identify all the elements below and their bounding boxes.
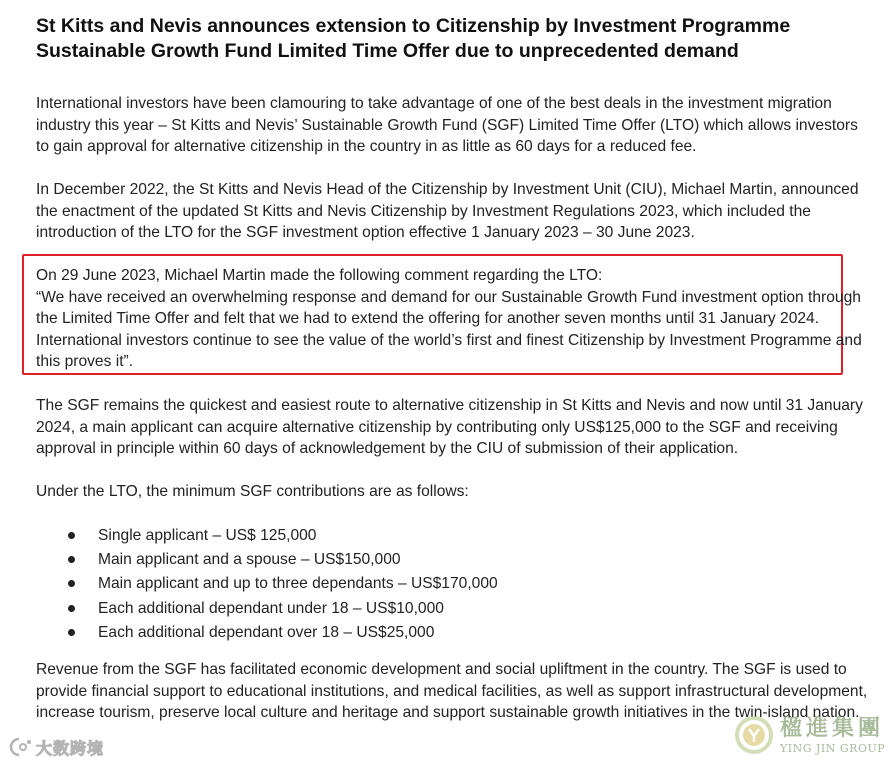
- bullet-icon: [68, 629, 75, 636]
- contribution-list: [58, 524, 498, 645]
- company-name-en: YING JIN GROUP: [780, 741, 886, 755]
- list-item: [58, 524, 498, 548]
- bullet-icon: [68, 580, 75, 587]
- paragraph-sgf-route: The SGF remains the quickest and easiest route to alternative citizenship in St Kitts and Nevis and now until 31 January 2024, a main applicant can acquire alternative citizenship by contributing only US$125,000 to the SGF and receiving approval in principle within 60 days of acknowledgement by the CIU of submission of their application.: [36, 397, 863, 457]
- article-title: St Kitts and Nevis announces extension to Citizenship by Investment Programme Sustainable Growth Fund Limited Time Offer due to unprecedented demand: [36, 15, 791, 62]
- bullet-icon: [68, 556, 75, 563]
- watermark-left-text: 大数跨境: [36, 740, 105, 758]
- bullet-icon: [68, 532, 75, 539]
- paragraph-intro: International investors have been clamouring to take advantage of one of the best deals in the investment migration industry this year – St Kitts and Nevis’ Sustainable Growth Fund (SGF) Limited Time Offer (LTO) which allows investors to gain approval for alternative citizenship in the country in as little as 60 days for a reduced fee.: [36, 95, 858, 155]
- list-item: [58, 621, 498, 645]
- company-name-cn: 楹進集團: [780, 714, 885, 741]
- list-item: [58, 548, 498, 572]
- list-item-text: Each additional dependant under 18 – US$10,000: [98, 599, 444, 617]
- list-intro: Under the LTO, the minimum SGF contributions are as follows:: [36, 483, 469, 500]
- company-logo-icon: [734, 715, 774, 755]
- quote-block: [36, 265, 868, 373]
- quote-intro: On 29 June 2023, Michael Martin made the following comment regarding the LTO:: [36, 267, 603, 284]
- list-item-text: Single applicant – US$ 125,000: [98, 527, 317, 544]
- paragraph-background: In December 2022, the St Kitts and Nevis Head of the Citizenship by Investment Unit (CIU), Michael Martin, announced the enactment of the updated St Kitts and Nevis Citizenship by Investment Regulations 2023, which included the introduction of the LTO for the SGF investment option effective 1 January 2023 – 30 June 2023.: [36, 181, 859, 241]
- watermark-right: [734, 708, 892, 762]
- list-item-text: Main applicant and up to three dependants – US$170,000: [98, 575, 498, 593]
- bullet-icon: [68, 605, 75, 612]
- quote-text: “We have received an overwhelming response and demand for our Sustainable Growth Fund investment option through the Limited Time Offer and felt that we had to extend the offering for another seven months until 31 January 2024. International investors continue to see the value of the world’s first and finest Citizenship by Investment Programme and this proves it”.: [36, 288, 862, 370]
- list-item-text: Each additional dependant over 18 – US$25,000: [98, 623, 435, 641]
- list-item-text: Main applicant and a spouse – US$150,000: [98, 551, 401, 569]
- list-item: [58, 597, 498, 621]
- watermark-left: [6, 734, 104, 760]
- list-item: [58, 572, 498, 596]
- watermark-logo-icon: [6, 736, 32, 758]
- paragraph-closing: Revenue from the SGF has facilitated economic development and social upliftment in the country. The SGF is used to provide financial support to educational institutions, and medical facilities, as well as support infrastructural development, increase tourism, preserve local culture and heritage and support sustainable growth initiatives in the twin-island nation.: [36, 661, 868, 721]
